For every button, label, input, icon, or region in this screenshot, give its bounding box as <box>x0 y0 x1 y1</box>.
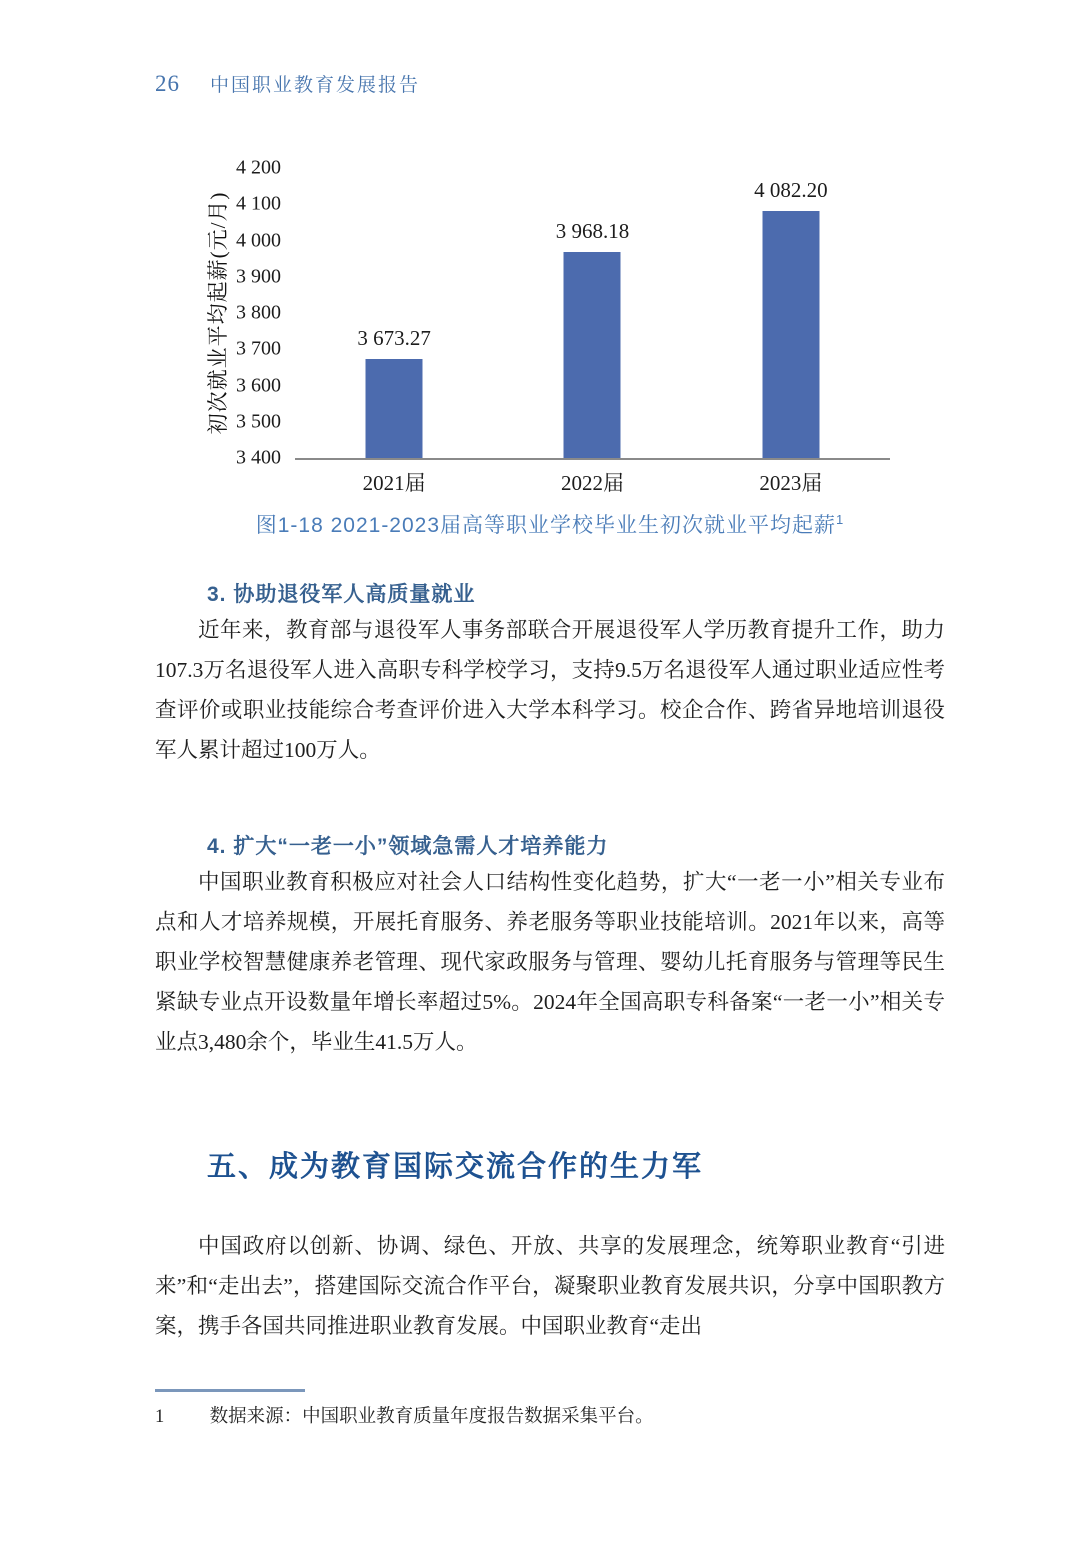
y-tick-label: 3 400 <box>236 446 281 469</box>
section-3-heading: 3. 协助退役军人高质量就业 <box>207 583 476 606</box>
y-tick-label: 3 900 <box>236 265 281 288</box>
section-4-heading: 4. 扩大“一老一小”领域急需人才培养能力 <box>207 835 609 858</box>
x-axis-tick-label: 2022届 <box>560 471 624 495</box>
chapter-5-paragraph: 中国政府以创新、协调、绿色、开放、共享的发展理念，统筹职业教育“引进来”和“走出去”，搭建国际交流合作平台，凝聚职业教育发展共识，分享中国职教方案，携手各国共同推进职业教育发展。中国职业教育“走出 <box>155 1234 945 1338</box>
running-header-title: 中国职业教育发展报告 <box>210 75 421 96</box>
y-tick-label: 3 500 <box>236 410 281 433</box>
plot-area <box>295 168 890 495</box>
chart-bar-2023届 <box>762 211 819 458</box>
y-tick-label: 3 600 <box>236 374 281 396</box>
y-tick-label: 4 200 <box>236 156 281 179</box>
bar-value-label: 3 673.27 <box>357 325 431 350</box>
y-axis-tick-labels <box>155 156 287 469</box>
y-tick-label: 3 700 <box>236 337 281 360</box>
footnote-text: 数据来源：中国职业教育质量年度报告数据采集平台。 <box>209 1407 654 1427</box>
x-axis-tick-label: 2021届 <box>362 471 426 495</box>
y-tick-label: 4 100 <box>236 192 281 215</box>
figure-caption-text: 图1-18 2021-2023届高等职业学校毕业生初次就业平均起薪 <box>255 514 837 537</box>
footnote-divider <box>155 1389 305 1392</box>
x-axis-tick-label: 2023届 <box>759 471 823 495</box>
bar-chart <box>155 148 945 493</box>
bar-slot <box>493 168 691 495</box>
bar-value-label: 3 968.18 <box>555 219 630 244</box>
bar-slot <box>692 168 890 495</box>
section-3-paragraph: 近年来，教育部与退役军人事务部联合开展退役军人学历教育提升工作，助力107.3万名退役军人进入高职专科学校学习，支持9.5万名退役军人通过职业适应性考查评价或职业技能综合考查评价进入大学本科学习。校企合作、跨省异地培训退役军人累计超过100万人。 <box>155 618 945 762</box>
chapter-5-heading: 五、成为教育国际交流合作的生力军 <box>207 1151 704 1183</box>
y-tick-label: 4 000 <box>236 229 281 251</box>
page-number: 26 <box>155 71 180 96</box>
bar-slot <box>295 168 493 495</box>
page-header <box>155 70 420 97</box>
y-axis-title: 初次就业平均起薪(元/月) <box>206 191 230 435</box>
footnote-reference: 1 <box>836 512 845 527</box>
bar-value-label: 4 082.20 <box>754 177 828 202</box>
footnote <box>155 1402 945 1428</box>
footnote-marker: 1 <box>155 1407 165 1427</box>
chart-bar-2021届 <box>366 359 423 458</box>
y-tick-label: 3 800 <box>236 301 281 324</box>
figure-1-18 <box>155 148 945 539</box>
section-4-paragraph: 中国职业教育积极应对社会人口结构性变化趋势，扩大“一老一小”相关专业布点和人才培养规模，开展托育服务、养老服务等职业技能培训。2021年以来，高等职业学校智慧健康养老管理、现代家政服务与管理、婴幼儿托育服务与管理等民生紧缺专业点开设数量年增长率超过5%。2024年全国高职专科备案“一老一小”相关专业点3,480余个，毕业生41.5万人。 <box>155 870 945 1054</box>
chart-bar-2022届 <box>564 252 621 458</box>
figure-caption <box>155 509 945 539</box>
